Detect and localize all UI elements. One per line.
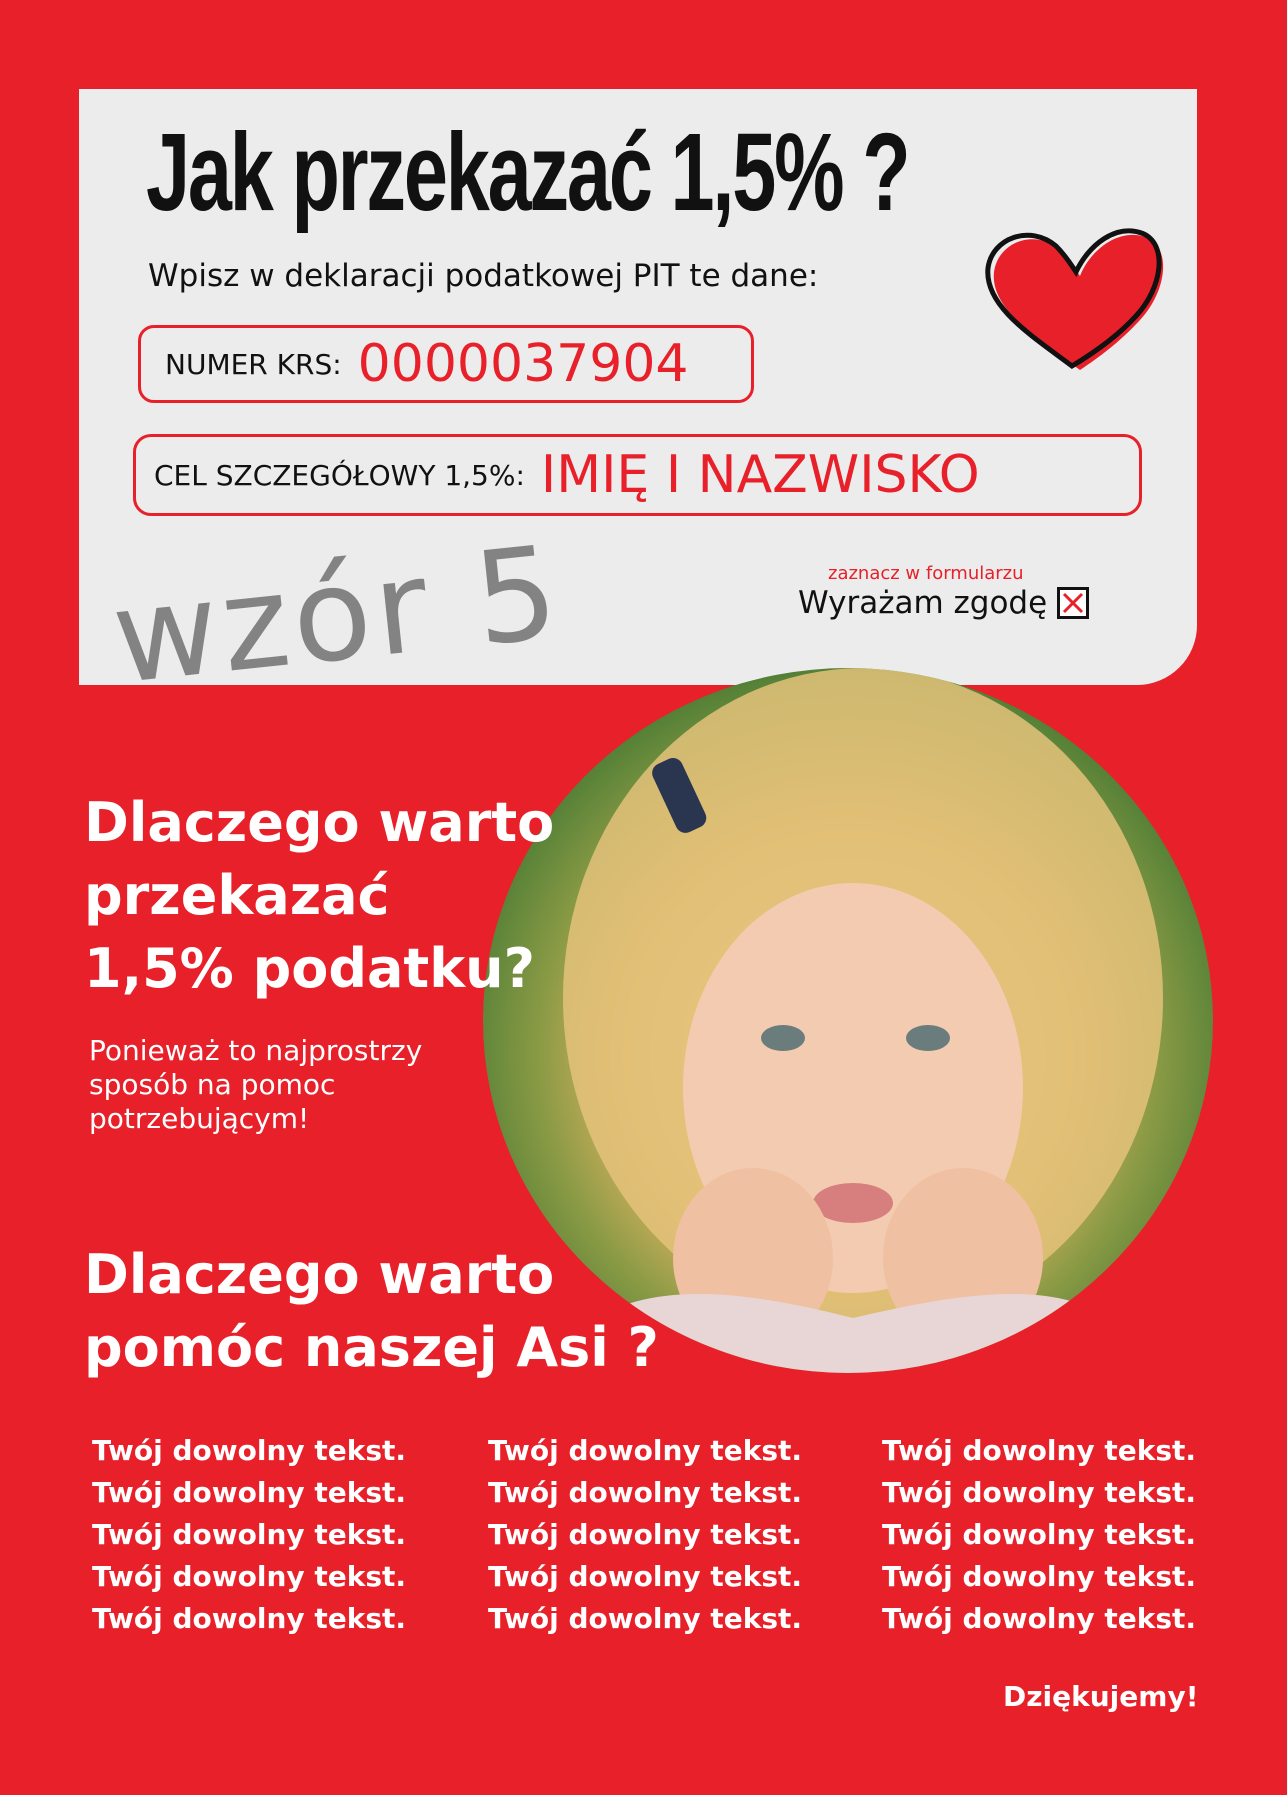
consent-row [798,585,1089,621]
why-help-heading [84,1238,659,1384]
text-line: Twój dowolny tekst. [882,1602,1197,1635]
watermark: wzór 5 [106,518,569,714]
heading-line: Dlaczego warto [84,1243,555,1306]
text-column-2 [488,1430,802,1640]
text-column-3 [882,1430,1196,1640]
heading-line: przekazać [84,864,390,927]
reason-line: Ponieważ to najprostrzy [89,1034,423,1067]
krs-field [138,325,754,403]
thanks-text: Dziękujemy! [1003,1680,1199,1713]
text-line: Twój dowolny tekst. [488,1602,803,1635]
reason-line: potrzebującym! [89,1102,310,1135]
text-line: Twój dowolny tekst. [882,1434,1197,1467]
text-line: Twój dowolny tekst. [92,1518,407,1551]
heading-line: 1,5% podatku? [84,937,535,1000]
text-line: Twój dowolny tekst. [488,1518,803,1551]
text-line: Twój dowolny tekst. [92,1560,407,1593]
text-line: Twój dowolny tekst. [488,1476,803,1509]
text-line: Twój dowolny tekst. [92,1476,407,1509]
krs-label: NUMER KRS: [165,347,342,381]
consent-label: Wyrażam zgodę [798,585,1048,621]
text-line: Twój dowolny tekst. [92,1602,407,1635]
text-line: Twój dowolny tekst. [882,1518,1197,1551]
reason-line: sposób na pomoc [89,1068,336,1101]
text-line: Twój dowolny tekst. [882,1476,1197,1509]
why-donate-heading [84,786,554,1005]
consent-hint: zaznacz w formularzu [828,563,1024,584]
reason-text [89,1034,422,1136]
page-title: Jak przekazać 1,5% ? [146,111,909,234]
instruction-text: Wpisz w deklaracji podatkowej PIT te dane: [148,258,819,294]
checked-box-icon [1057,587,1089,619]
goal-field [133,434,1142,516]
krs-number: 0000037904 [357,334,689,394]
heading-line: pomóc naszej Asi ? [84,1316,659,1379]
heart-icon [980,220,1170,380]
text-line: Twój dowolny tekst. [92,1434,407,1467]
heading-line: Dlaczego warto [84,791,555,854]
text-column-1 [92,1430,406,1640]
text-line: Twój dowolny tekst. [488,1434,803,1467]
text-line: Twój dowolny tekst. [488,1560,803,1593]
goal-value: IMIĘ I NAZWISKO [540,445,980,505]
text-line: Twój dowolny tekst. [882,1560,1197,1593]
goal-label: CEL SZCZEGÓŁOWY 1,5%: [154,458,525,492]
